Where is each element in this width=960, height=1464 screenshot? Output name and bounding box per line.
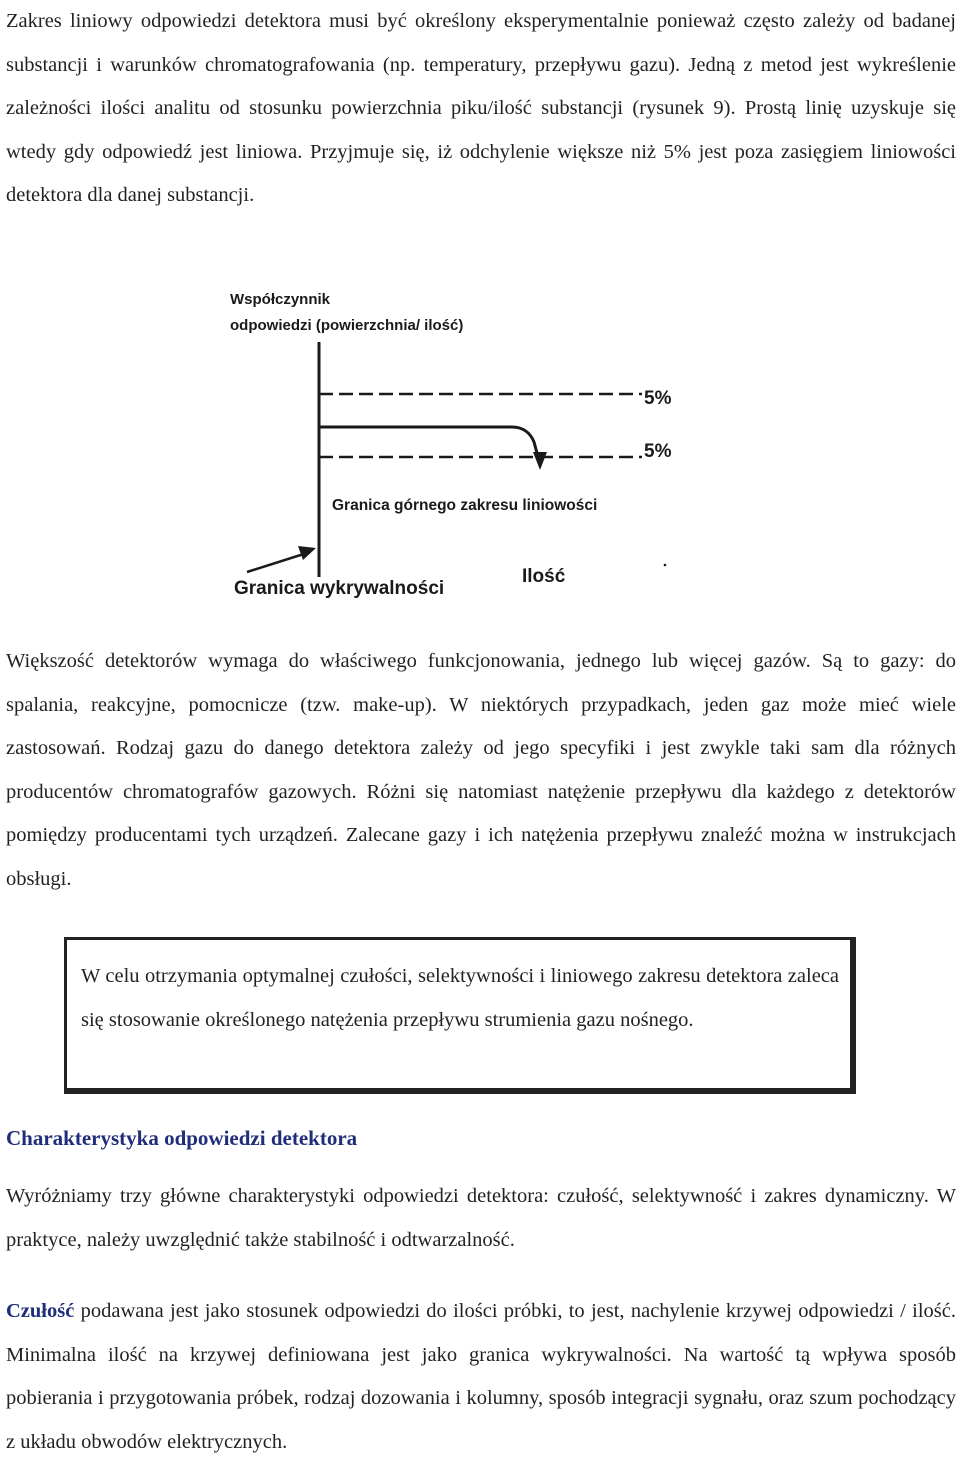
y-axis-label-line1: Współczynnik (230, 291, 331, 308)
detection-arrow-shaft (247, 552, 310, 572)
note-box (64, 937, 856, 1094)
paragraph-characteristics: Wyróżniamy trzy główne charakterystyki odpowiedzi detektora: czułość, selektywność i zakres dynamiczny. W praktyce, należy uwzględnić także stabilność i odtwarzalność. (6, 1185, 956, 1251)
note-text: W celu otrzymania optymalnej czułości, selektywności i liniowego zakresu detektora zaleca się stosowanie określonego natężenia przepływu strumienia gazu nośnego. (81, 965, 839, 1031)
sensitivity-term: Czułość (6, 1300, 75, 1322)
x-axis-label: Ilość (522, 566, 566, 587)
upper-limit-label: Granica górnego zakresu liniowości (332, 497, 598, 514)
detection-limit-arrow-icon (298, 546, 316, 560)
paragraph-linear-range: Zakres liniowy odpowiedzi detektora musi być określony eksperymentalnie ponieważ często zależy od badanej substancji i warunków chromatografowania (np. temperatury, przepływu gazu). Jedną z metod jest wykreślenie zależności ilości analitu od stosunku powierzchnia piku/ilość substancji (rysunek 9). Prostą linię uzyskuje się wtedy gdy odpowiedź jest liniowa. Przyjmuje się, iż odchylenie większe niż 5% jest poza zasięgiem liniowości detektora dla danej substancji. (6, 10, 956, 206)
paragraph-detector-gases: Większość detektorów wymaga do właściwego funkcjonowania, jednego lub więcej gazów. Są to gazy: do spalania, reakcyjne, pomocnicze (tzw. make-up). W niektórych przypadkach, jeden gaz może mieć wiele zastosowań. Rodzaj gazu do danego detektora zależy od jego specyfiki i jest zwykle taki sam dla różnych producentów chromatografów gazowych. Różni się natomiast natężenie przepływu dla każdego z detektorów pomiędzy producentami tych urządzeń. Zalecane gazy i ich natężenia przepływu znaleźć można w instrukcjach obsługi. (6, 650, 956, 890)
lower-band-label: 5% (644, 441, 672, 462)
detection-limit-label: Granica wykrywalności (234, 578, 445, 599)
sensitivity-description: podawana jest jako stosunek odpowiedzi do ilości próbki, to jest, nachylenie krzywej odpowiedzi / ilość. Minimalna ilość na krzywej definiowana jest jako granica wykrywalności. Na wartość tą wpływa sposób pobierania i przygotowania próbek, rodzaj dozowania i kolumny, sposób integracji sygnału, oraz szum pochodzący z układu obwodów elektrycznych. (6, 1300, 956, 1453)
paragraph-sensitivity (6, 1290, 956, 1464)
response-curve (319, 427, 540, 464)
y-axis-label-line2: odpowiedzi (powierzchnia/ ilość) (230, 317, 464, 334)
stray-dot (664, 564, 667, 567)
linearity-figure (222, 282, 682, 612)
section-heading: Charakterystyka odpowiedzi detektora (6, 1126, 358, 1150)
linearity-diagram (222, 282, 682, 612)
upper-band-label: 5% (644, 388, 672, 409)
upper-limit-arrow-icon (533, 452, 547, 470)
